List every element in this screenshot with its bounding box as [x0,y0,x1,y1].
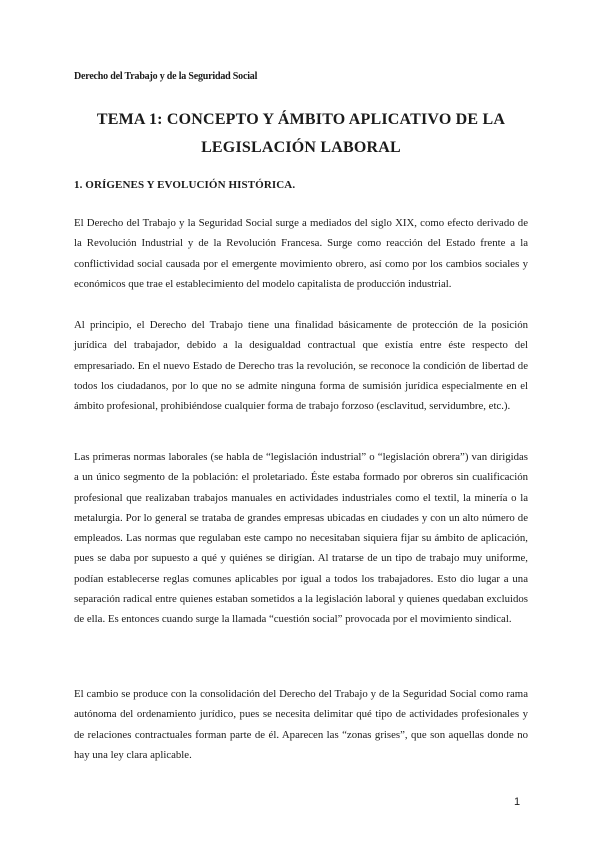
paragraph-4: El cambio se produce con la consolidación del Derecho del Trabajo y de la Seguridad Social como rama autónoma del ordenamiento jurídico, pues se necesita delimitar qué tipo de actividades profesionales y de relaciones contractuales forman parte de él. Aparecen las “zonas grises”, que son aquellas donde no hay una ley clara aplicable. [74,688,528,761]
paragraph-3: Las primeras normas laborales (se habla de “legislación industrial” o “legislación obrera”) van dirigidas a un único segmento de la población: el proletariado. Éste estaba formado por obreros sin cualificación profesional que realizaban trabajos manuales en actividades industriales como el textil, la minería o la metalurgia. Por lo general se trataba de grandes empresas ubicadas en ciudades y con un alto número de empleados. Las normas que regulaban este campo no necesitaban siquiera fijar su ámbito de aplicación, pues se daba por supuesto a qué y quiénes se dirigían. Al tratarse de un tipo de trabajo muy uniforme, podían establecerse reglas comunes aplicables por igual a todos los trabajadores. Esto dio lugar a una separación radical entre quienes estaban sometidos a la legislación laboral y quienes quedaban excluidos de ella. Es entonces cuando surge la llamada “cuestión social” provocada por el movimiento sindical. [74,451,528,626]
document-title: TEMA 1: CONCEPTO Y ÁMBITO APLICATIVO DE LA LEGISLACIÓN LABORAL [96,111,506,156]
running-header: Derecho del Trabajo y de la Seguridad Social [74,71,258,82]
page-number: 1 [514,796,521,808]
paragraph-2: Al principio, el Derecho del Trabajo tiene una finalidad básicamente de protección de la posición jurídica del trabajador, debido a la desigualdad contractual que existía entre éste respecto del empresariado. En el nuevo Estado de Derecho tras la revolución, se reconoce la condición de libertad de todos los ciudadanos, por lo que no se admite ninguna forma de sumisión jurídica especialmente en el ámbito profesional, prohibiéndose cualquier forma de trabajo forzoso (esclavitud, servidumbre, etc.). [74,319,528,413]
paragraph-1: El Derecho del Trabajo y la Seguridad Social surge a mediados del siglo XIX, como efecto derivado de la Revolución Industrial y de la Revolución Francesa. Surge como reacción del Estado frente a la conflictividad social causada por el emergente movimiento obrero, así como por los cambios sociales y económicos que trae el establecimiento del modelo capitalista de producción industrial. [74,217,528,290]
section-heading: 1. ORÍGENES Y EVOLUCIÓN HISTÓRICA. [74,179,296,191]
